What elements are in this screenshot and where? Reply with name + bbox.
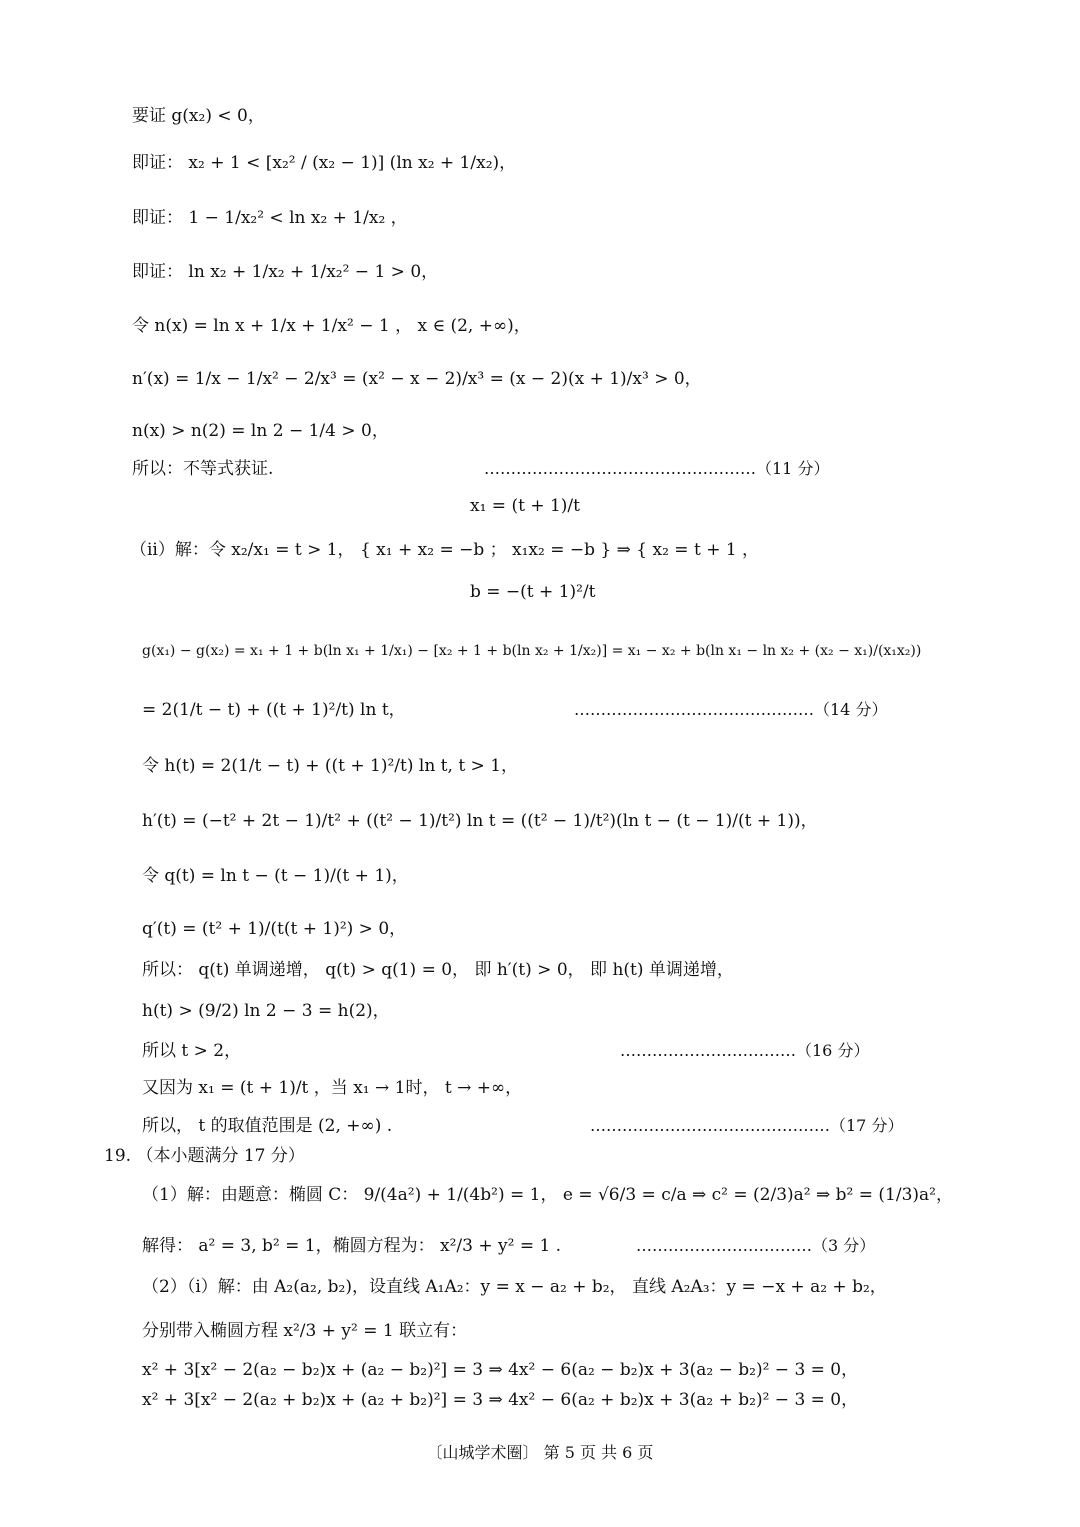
line-g-difference: g(x₁) − g(x₂) = x₁ + 1 + b(ln x₁ + 1/x₁) − [x₂ + 1 + b(ln x₂ + 1/x₂)] = x₁ − x₂ + b(ln x₁ − ln x₂ + (x₂ − x₁)/(x₁x₂)) — [142, 643, 922, 659]
line-g-result: = 2(1/t − t) + ((t + 1)²/t) ln t， — [142, 700, 406, 720]
score-17: ………………………………………（17 分） — [590, 1116, 904, 1135]
line-system-b: b = −(t + 1)²/t — [470, 582, 596, 602]
line-derivative-h: h′(t) = (−t² + 2t − 1)/t² + ((t² − 1)/t²) ln t = ((t² − 1)/t²)(ln t − (t − 1)/(t + 1))， — [142, 811, 818, 831]
line-system-x1: x₁ = (t + 1)/t — [470, 496, 580, 516]
score-14: ………………………………………（14 分） — [574, 700, 888, 719]
line-equiv-3: 即证： ln x₂ + 1/x₂ + 1/x₂² − 1 > 0， — [132, 262, 439, 282]
line-define-h: 令 h(t) = 2(1/t − t) + ((t + 1)²/t) ln t, t > 1， — [142, 756, 519, 776]
score-3: ……………………………（3 分） — [636, 1236, 876, 1255]
line-equiv-1: 即证： x₂ + 1 < [x₂² / (x₂ − 1)] (ln x₂ + 1/x₂)， — [132, 153, 517, 173]
line-monotonic: 所以： q(t) 单调递增， q(t) > q(1) = 0， 即 h′(t) > 0， 即 h(t) 单调递增， — [142, 960, 734, 980]
line-t-gt-2: 所以 t > 2， — [142, 1041, 242, 1061]
line-t-range: 所以， t 的取值范围是 (2, +∞) . — [142, 1116, 393, 1136]
line-limit: 又因为 x₁ = (t + 1)/t ，当 x₁ → 1时， t → +∞， — [142, 1078, 523, 1098]
line-define-n: 令 n(x) = ln x + 1/x + 1/x² − 1 ， x ∈ (2, +∞)， — [132, 316, 531, 336]
score-11: ……………………………………………（11 分） — [484, 459, 830, 478]
line-quadratic-1: x² + 3[x² − 2(a₂ − b₂)x + (a₂ − b₂)²] = 3 ⇒ 4x² − 6(a₂ − b₂)x + 3(a₂ − b₂)² − 3 = 0， — [142, 1360, 859, 1380]
line-quadratic-2: x² + 3[x² − 2(a₂ + b₂)x + (a₂ + b₂)²] = 3 ⇒ 4x² − 6(a₂ + b₂)x + 3(a₂ + b₂)² − 3 = 0， — [142, 1390, 859, 1410]
line-part-2: （2）（i）解：由 A₂(a₂, b₂)，设直线 A₁A₂：y = x − a₂ + b₂， 直线 A₂A₃：y = −x + a₂ + b₂， — [142, 1277, 887, 1297]
page-footer: 〔山城学术圈〕 第 5 页 共 6 页 — [426, 1443, 654, 1462]
line-prove-g: 要证 g(x₂) < 0， — [132, 106, 265, 126]
line-part-ii: （ii）解：令 x₂/x₁ = t > 1， { x₁ + x₂ = −b ； x₁x₂ = −b } ⇒ { x₂ = t + 1 ， — [130, 540, 760, 560]
line-part-1: （1）解：由题意：椭圆 C： 9/(4a²) + 1/(4b²) = 1， e = √6/3 = c/a ⇒ c² = (2/3)a² ⇒ b² = (1/3)a²， — [142, 1185, 953, 1205]
line-solve-ab: 解得： a² = 3, b² = 1，椭圆方程为： x²/3 + y² = 1 . — [142, 1236, 562, 1256]
line-n-bound: n(x) > n(2) = ln 2 − 1/4 > 0， — [132, 421, 389, 441]
line-proved: 所以：不等式获证. — [132, 459, 274, 479]
line-equiv-2: 即证： 1 − 1/x₂² < ln x₂ + 1/x₂ ， — [132, 208, 408, 228]
line-define-q: 令 q(t) = ln t − (t − 1)/(t + 1)， — [142, 866, 409, 886]
line-derivative-q: q′(t) = (t² + 1)/(t(t + 1)²) > 0， — [142, 919, 407, 939]
line-derivative-n: n′(x) = 1/x − 1/x² − 2/x³ = (x² − x − 2)/x³ = (x − 2)(x + 1)/x³ > 0， — [132, 369, 702, 389]
line-substitute: 分别带入椭圆方程 x²/3 + y² = 1 联立有： — [142, 1321, 468, 1341]
problem-19-heading: 19. （本小题满分 17 分） — [104, 1146, 305, 1166]
score-16: ……………………………（16 分） — [620, 1041, 870, 1060]
line-h-bound: h(t) > (9/2) ln 2 − 3 = h(2)， — [142, 1001, 390, 1021]
